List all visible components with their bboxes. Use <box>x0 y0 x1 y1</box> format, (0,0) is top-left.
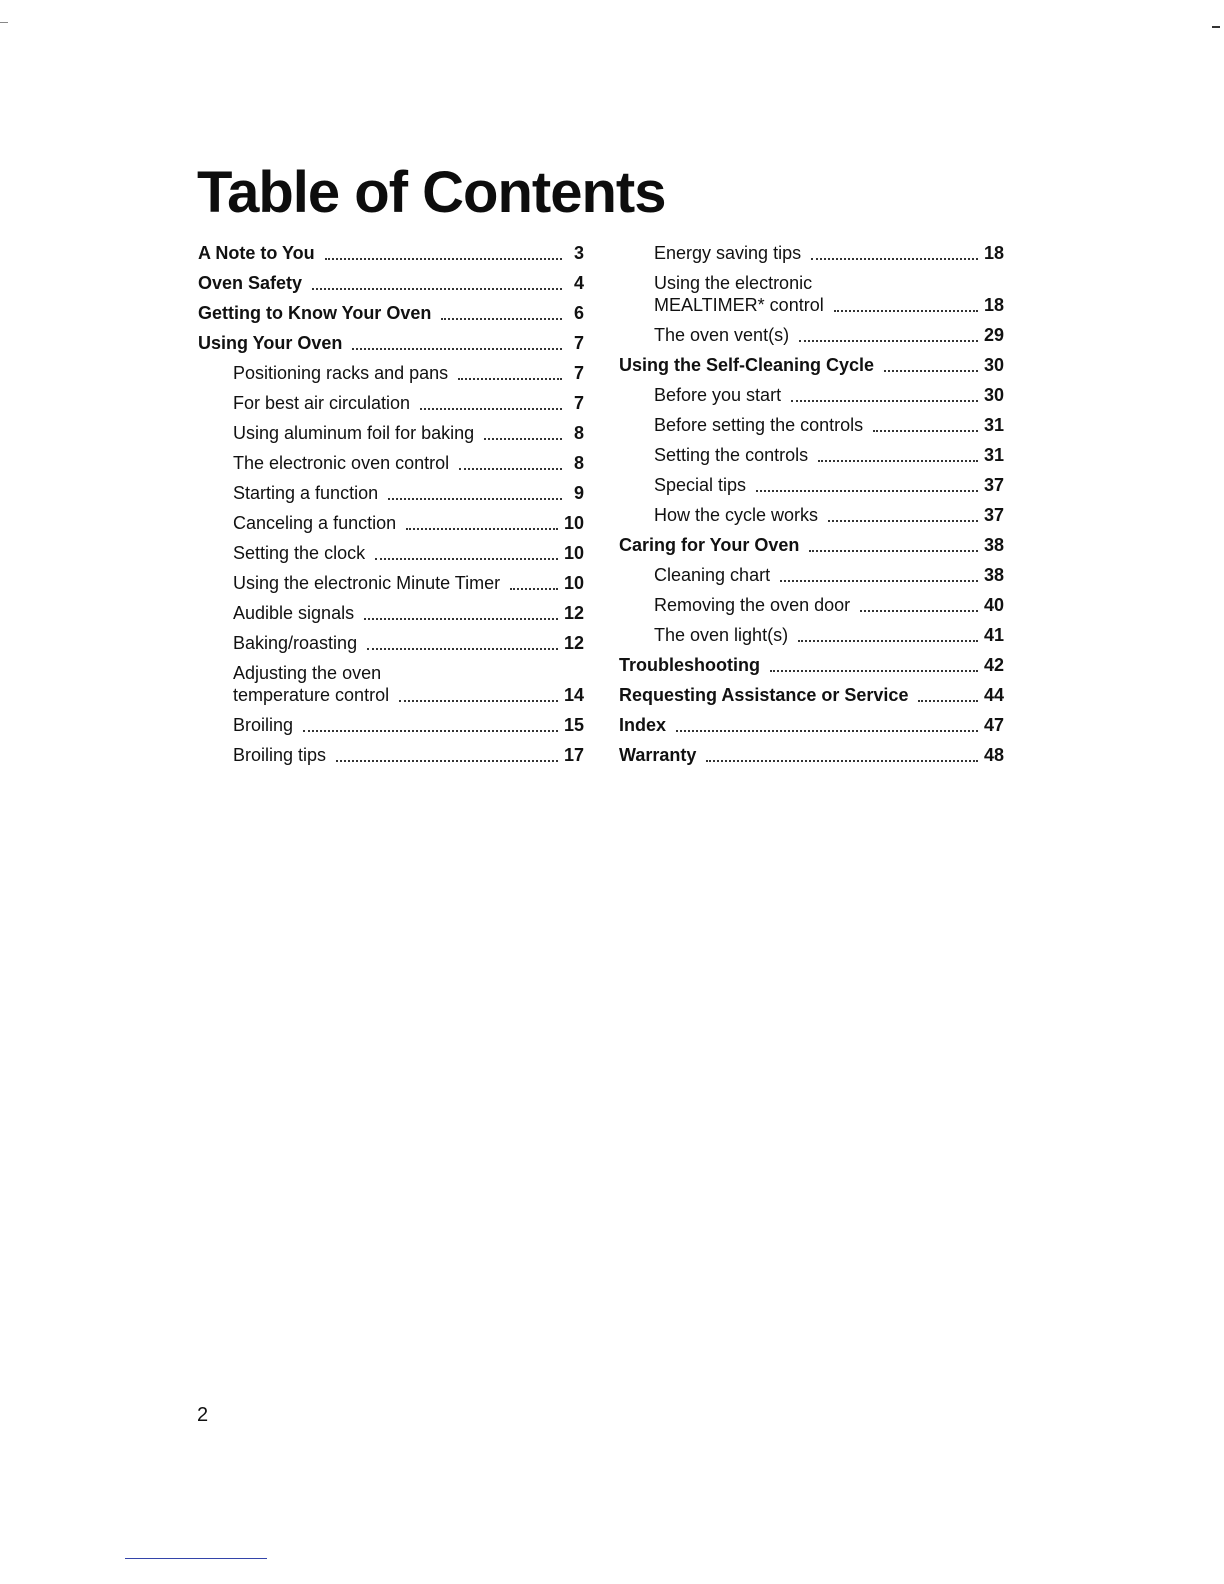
toc-entry-page: 10 <box>563 543 584 563</box>
toc-entry-label-text: Special tips <box>654 475 747 495</box>
toc-entry[interactable] <box>198 602 584 624</box>
toc-entry-label-text: MEALTIMER* control <box>654 295 824 315</box>
toc-entry-label-text: temperature control <box>233 685 390 705</box>
toc-entry[interactable] <box>619 504 1004 526</box>
toc-entry-label <box>233 392 410 414</box>
toc-entry-page: 17 <box>563 745 584 765</box>
toc-entry-label <box>198 302 431 324</box>
toc-entry-label-text: Audible signals <box>233 603 355 623</box>
toc-entry[interactable] <box>198 242 584 264</box>
toc-entry[interactable] <box>619 474 1004 496</box>
toc-entry-label-text: Removing the oven door <box>654 595 851 615</box>
dot-leader <box>811 258 978 260</box>
toc-entry-label-text: Caring for Your Oven <box>619 535 800 555</box>
toc-entry[interactable] <box>198 714 584 736</box>
dot-leader <box>303 730 558 732</box>
toc-entry-label <box>233 714 293 736</box>
dot-leader <box>388 498 562 500</box>
toc-entry-page: 31 <box>983 445 1004 465</box>
toc-entry-label <box>654 444 808 466</box>
toc-entry-label-text: Using Your Oven <box>198 333 343 353</box>
toc-entry[interactable] <box>198 452 584 474</box>
bottom-rule <box>125 1558 267 1559</box>
toc-entry-label <box>619 654 760 676</box>
dot-leader <box>406 528 558 530</box>
dot-leader <box>918 700 978 702</box>
toc-entry-page: 7 <box>573 363 584 383</box>
toc-entry-label <box>654 384 781 406</box>
scan-mark <box>0 22 8 23</box>
toc-entry-label-text: Using the electronic Minute Timer <box>233 573 501 593</box>
toc-entry[interactable] <box>198 512 584 534</box>
toc-entry[interactable] <box>619 744 1004 766</box>
toc-entry-label <box>619 354 874 376</box>
toc-entry[interactable] <box>198 272 584 294</box>
toc-entry[interactable] <box>198 422 584 444</box>
toc-entry[interactable] <box>619 444 1004 466</box>
toc-entry-label-text: Starting a function <box>233 483 379 503</box>
toc-entry-page: 48 <box>983 745 1004 765</box>
toc-entry-label <box>233 482 378 504</box>
dot-leader <box>375 558 558 560</box>
dot-leader <box>834 310 978 312</box>
scan-mark <box>1212 26 1220 28</box>
toc-entry-page: 12 <box>563 603 584 623</box>
dot-leader <box>336 760 558 762</box>
page-number: 2 <box>197 1404 209 1426</box>
toc-entry-page: 18 <box>983 295 1004 315</box>
toc-entry-label-text: Troubleshooting <box>619 655 760 675</box>
dot-leader <box>770 670 978 672</box>
toc-entry-label <box>233 602 354 624</box>
dot-leader <box>799 340 978 342</box>
toc-entry-label <box>654 624 788 646</box>
toc-entry-label-text: Index <box>619 715 667 735</box>
toc-entry-page: 10 <box>563 573 584 593</box>
toc-entry-label <box>654 324 789 346</box>
toc-entry-label-text: Getting to Know Your Oven <box>198 303 432 323</box>
toc-entry-page: 37 <box>983 475 1004 495</box>
toc-entry-label <box>654 474 746 496</box>
toc-entry-label <box>233 542 365 564</box>
toc-entry-label <box>654 242 801 264</box>
toc-entry-page: 18 <box>983 243 1004 263</box>
dot-leader <box>399 700 558 702</box>
dot-leader <box>364 618 558 620</box>
toc-entry-label <box>619 744 696 766</box>
dot-leader <box>676 730 978 732</box>
toc-entry-page: 8 <box>573 423 584 443</box>
toc-entry-label <box>619 684 908 706</box>
toc-entry-label <box>654 594 850 616</box>
dot-leader <box>828 520 978 522</box>
toc-entry-label-text: Before setting the controls <box>654 415 864 435</box>
toc-entry-label <box>198 332 342 354</box>
toc-entry[interactable] <box>619 324 1004 346</box>
toc-entry[interactable] <box>619 272 1004 316</box>
dot-leader <box>458 378 562 380</box>
dot-leader <box>367 648 558 650</box>
toc-entry-label <box>654 272 824 316</box>
toc-entry-page: 37 <box>983 505 1004 525</box>
toc-entry[interactable] <box>198 482 584 504</box>
toc-entry[interactable] <box>619 384 1004 406</box>
toc-entry-label-text: A Note to You <box>198 243 315 263</box>
toc-entry-page: 6 <box>573 303 584 323</box>
toc-entry[interactable] <box>198 542 584 564</box>
toc-entry-label-text: Broiling tips <box>233 745 327 765</box>
toc-entry-label <box>233 744 326 766</box>
toc-entry-label-text: Setting the controls <box>654 445 809 465</box>
toc-entry[interactable] <box>619 594 1004 616</box>
toc-entry-label <box>233 422 474 444</box>
dot-leader <box>441 318 562 320</box>
toc-entry-label <box>233 362 448 384</box>
toc-entry-page: 30 <box>983 385 1004 405</box>
dot-leader <box>809 550 978 552</box>
toc-entry[interactable] <box>619 242 1004 264</box>
toc-entry-page: 29 <box>983 325 1004 345</box>
toc-entry[interactable] <box>619 624 1004 646</box>
toc-entry-label <box>233 452 449 474</box>
toc-entry-label-text: The electronic oven control <box>233 453 450 473</box>
toc-entry-label-text: Positioning racks and pans <box>233 363 449 383</box>
toc-entry-label-text: Setting the clock <box>233 543 366 563</box>
toc-entry-label-text: Canceling a function <box>233 513 397 533</box>
toc-entry-page: 41 <box>983 625 1004 645</box>
toc-entry-label <box>654 564 770 586</box>
toc-entry[interactable] <box>619 684 1004 706</box>
toc-entry-label <box>619 714 666 736</box>
toc-entry-page: 12 <box>563 633 584 653</box>
toc-entry-label-text: How the cycle works <box>654 505 819 525</box>
toc-entry-label-text: The oven light(s) <box>654 625 789 645</box>
dot-leader <box>873 430 978 432</box>
dot-leader <box>884 370 978 372</box>
dot-leader <box>325 258 562 260</box>
toc-entry-page: 42 <box>983 655 1004 675</box>
toc-entry-label <box>233 512 396 534</box>
toc-entry-page: 44 <box>983 685 1004 705</box>
toc-entry-label-text: Using the Self-Cleaning Cycle <box>619 355 875 375</box>
toc-entry[interactable] <box>198 744 584 766</box>
toc-entry-page: 40 <box>983 595 1004 615</box>
toc-entry-label-text: Oven Safety <box>198 273 303 293</box>
toc-entry-page: 38 <box>983 565 1004 585</box>
toc-left-column <box>198 242 584 774</box>
dot-leader <box>798 640 978 642</box>
toc-entry-page: 15 <box>563 715 584 735</box>
toc-entry-label-line1: Using the electronic <box>654 273 813 293</box>
toc-entry-page: 7 <box>573 333 584 353</box>
toc-entry-label <box>198 242 315 264</box>
dot-leader <box>860 610 978 612</box>
toc-entry-label-text: Using aluminum foil for baking <box>233 423 475 443</box>
toc-entry-page: 7 <box>573 393 584 413</box>
toc-entry-label-text: Cleaning chart <box>654 565 771 585</box>
toc-entry-label-text: Before you start <box>654 385 782 405</box>
toc-entry-label-text: Requesting Assistance or Service <box>619 685 909 705</box>
toc-entry-label-text: Baking/roasting <box>233 633 358 653</box>
toc-entry-label <box>619 534 799 556</box>
dot-leader <box>780 580 978 582</box>
toc-entry-label <box>654 504 818 526</box>
toc-entry-page: 10 <box>563 513 584 533</box>
toc-entry-label-text: Energy saving tips <box>654 243 802 263</box>
toc-entry-page: 4 <box>573 273 584 293</box>
toc-entry[interactable] <box>198 662 584 706</box>
toc-entry[interactable] <box>198 362 584 384</box>
dot-leader <box>459 468 562 470</box>
dot-leader <box>312 288 562 290</box>
dot-leader <box>706 760 978 762</box>
toc-entry[interactable] <box>619 654 1004 676</box>
toc-entry[interactable] <box>198 632 584 654</box>
toc-entry-label-text: The oven vent(s) <box>654 325 790 345</box>
toc-entry-label <box>233 632 357 654</box>
toc-entry[interactable] <box>619 354 1004 376</box>
toc-entry-page: 3 <box>573 243 584 263</box>
dot-leader <box>510 588 558 590</box>
toc-entry-page: 38 <box>983 535 1004 555</box>
toc-entry-label <box>233 572 500 594</box>
toc-entry[interactable] <box>619 714 1004 736</box>
toc-entry-label <box>233 662 389 706</box>
dot-leader <box>756 490 978 492</box>
toc-entry-label-text: Broiling <box>233 715 294 735</box>
dot-leader <box>484 438 562 440</box>
toc-entry-page: 9 <box>573 483 584 503</box>
toc-right-column <box>619 242 1004 774</box>
dot-leader <box>818 460 978 462</box>
toc-entry[interactable] <box>198 392 584 414</box>
toc-entry-page: 47 <box>983 715 1004 735</box>
toc-entry-page: 8 <box>573 453 584 473</box>
toc-entry[interactable] <box>198 572 584 594</box>
toc-entry-label-text: Warranty <box>619 745 697 765</box>
toc-entry-label-text: For best air circulation <box>233 393 411 413</box>
toc-entry[interactable] <box>619 534 1004 556</box>
toc-entry[interactable] <box>619 564 1004 586</box>
toc-entry-page: 30 <box>983 355 1004 375</box>
toc-entry-page: 31 <box>983 415 1004 435</box>
toc-entry[interactable] <box>198 302 584 324</box>
toc-entry[interactable] <box>619 414 1004 436</box>
dot-leader <box>791 400 978 402</box>
toc-entry[interactable] <box>198 332 584 354</box>
toc-entry-label <box>198 272 302 294</box>
toc-entry-label <box>654 414 863 436</box>
dot-leader <box>352 348 562 350</box>
dot-leader <box>420 408 562 410</box>
toc-entry-label-line1: Adjusting the oven <box>233 663 382 683</box>
page-title: Table of Contents <box>197 160 666 225</box>
toc-entry-page: 14 <box>563 685 584 705</box>
